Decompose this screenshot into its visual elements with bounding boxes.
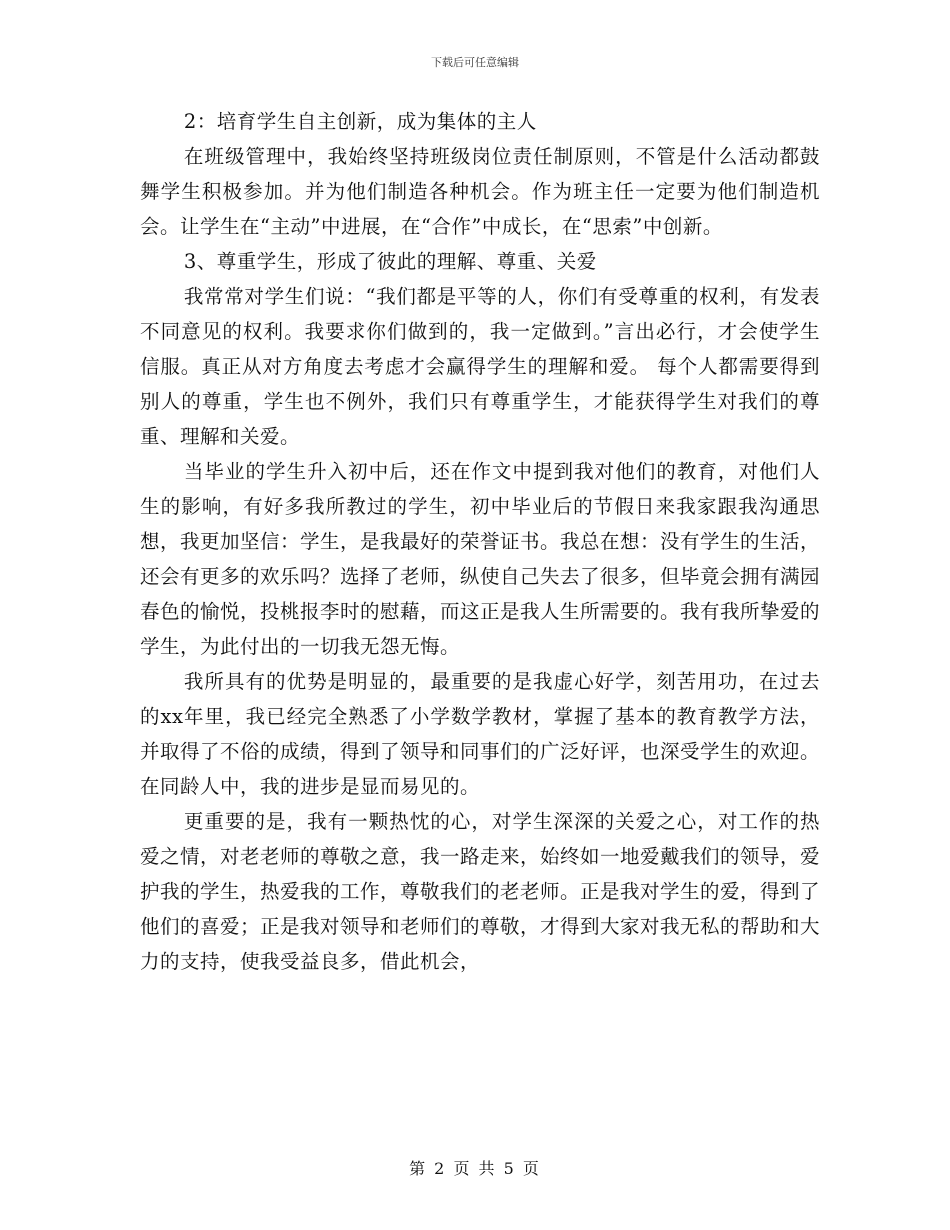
paragraph-respect-students: 我常常对学生们说：“我们都是平等的人，你们有受尊重的权利，有发表不同意见的权利。我要求你们做到的，我一定做到。”言出必行，才会使学生信服。真正从对方角度去考虑才会赢得学生的理解和爱。 每个人都需要得到别人的尊重，学生也不例外，我们只有尊重学生，才能获得学生对我们的尊重、理解和关爱。	[140, 285, 820, 448]
section-heading-3: 3、尊重学生，形成了彼此的理解、尊重、关爱	[183, 250, 597, 273]
paragraph-strengths: 我所具有的优势是明显的，最重要的是我虚心好学，刻苦用功，在过去的xx年里，我已经完全熟悉了小学数学教材，掌握了基本的教育教学方法，并取得了不俗的成绩，得到了领导和同事们的广泛好评，也深受学生的欢迎。在同龄人中，我的进步是显而易见的。	[140, 670, 821, 798]
page-header-note: 下载后可任意编辑	[431, 56, 519, 69]
paragraph-class-management: 在班级管理中，我始终坚持班级岗位责任制原则，不管是什么活动都鼓舞学生积极参加。并为他们制造各种机会。作为班主任一定要为他们制造机会。让学生在“主动”中进展，在“合作”中成长，在“思索”中创新。	[140, 145, 820, 238]
section-heading-2: 2：培育学生自主创新，成为集体的主人	[183, 110, 537, 133]
document-body	[140, 104, 820, 979]
page-number-footer: 第 2 页 共 5 页	[409, 1159, 541, 1178]
paragraph-passion: 更重要的是，我有一颗热忱的心，对学生深深的关爱之心，对工作的热爱之情，对老老师的尊敬之意，我一路走来，始终如一地爱戴我们的领导，爱护我的学生，热爱我的工作，尊敬我们的老老师。正是我对学生的爱，得到了他们的喜爱；正是我对领导和老师们的尊敬，才得到大家对我无私的帮助和大力的支持，使我受益良多，借此机会，	[140, 810, 821, 973]
paragraph-graduates: 当毕业的学生升入初中后，还在作文中提到我对他们的教育，对他们人生的影响，有好多我所教过的学生，初中毕业后的节假日来我家跟我沟通思想，我更加坚信：学生，是我最好的荣誉证书。我总在想：没有学生的生活，还会有更多的欢乐吗？选择了老师，纵使自己失去了很多，但毕竟会拥有满园春色的愉悦，投桃报李时的慰藉，而这正是我人生所需要的。我有我所挚爱的学生，为此付出的一切我无怨无悔。	[140, 460, 821, 658]
